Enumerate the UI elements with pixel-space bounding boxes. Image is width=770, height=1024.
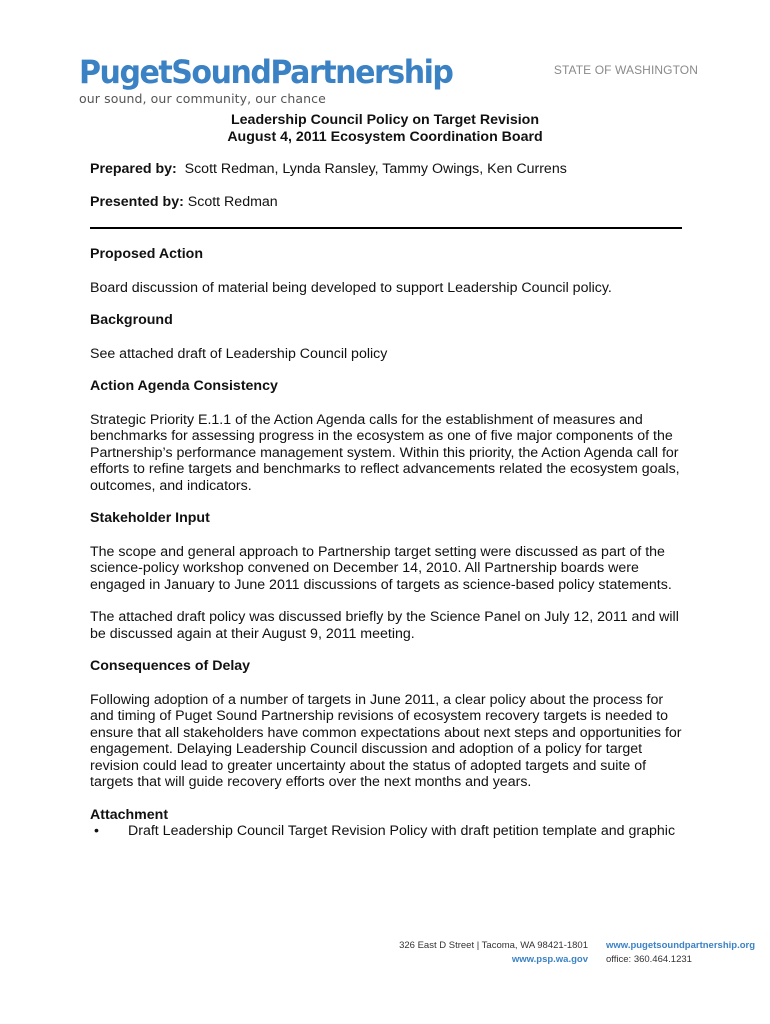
title-line-1: Leadership Council Policy on Target Revision bbox=[231, 112, 539, 128]
address-text: 326 East D Street | Tacoma, WA 98421-1801 bbox=[399, 940, 588, 951]
proposed-heading: Proposed Action bbox=[90, 246, 203, 262]
title-line-2: August 4, 2011 Ecosystem Coordination Board bbox=[227, 129, 543, 145]
proposed-text: Board discussion of material being developed to support Leadership Council policy. bbox=[90, 279, 612, 296]
background-heading: Background bbox=[90, 312, 173, 328]
consistency-heading: Action Agenda Consistency bbox=[90, 378, 278, 394]
logo bbox=[79, 54, 476, 106]
presented-by bbox=[90, 194, 278, 211]
site-long-link[interactable]: www.pugetsoundpartnership.org bbox=[606, 940, 756, 951]
background-text: See attached draft of Leadership Council policy bbox=[90, 345, 388, 362]
logo-tagline: our sound, our community, our chance bbox=[79, 91, 326, 106]
footer-contact bbox=[606, 939, 755, 967]
stakeholder-text-1: The scope and general approach to Partnership target setting were discussed as part of the science-policy workshop convened on December 14, 2010. All Partnership boards were engaged in January to June 2011 discussions of targets as science-based policy statements. bbox=[90, 543, 672, 593]
attachment-heading: Attachment bbox=[90, 806, 169, 823]
delay-text: Following adoption of a number of targets in June 2011, a clear policy about the process for and timing of Puget Sound Partnership revisions of ecosystem recovery targets is needed to ensure that all stakeholders have common expectations about next steps and opportunities for engagement. Delaying Leadership Council discussion and adoption of a policy for target revision could lead to greater uncertainty about the status of adopted targets and suite of targets that will guide recovery efforts over the next months and years. bbox=[90, 691, 682, 790]
presented-label: Presented by: bbox=[90, 194, 184, 210]
bullet-icon: • bbox=[94, 823, 99, 839]
stakeholder-heading: Stakeholder Input bbox=[90, 510, 210, 526]
attachment-list-item bbox=[90, 823, 690, 840]
attachment-item: Draft Leadership Council Target Revision Policy with draft petition template and graphic bbox=[128, 823, 676, 839]
document-body bbox=[90, 246, 690, 840]
prepared-value: Scott Redman, Lynda Ransley, Tammy Owings, Ken Currens bbox=[184, 161, 567, 177]
site-short-link[interactable]: www.psp.wa.gov bbox=[511, 954, 588, 965]
presented-value: Scott Redman bbox=[187, 194, 278, 210]
divider bbox=[90, 227, 682, 229]
office-phone: office: 360.464.1231 bbox=[606, 954, 692, 965]
footer-address bbox=[399, 939, 588, 967]
logo-title: PugetSoundPartnership bbox=[79, 53, 453, 91]
document-title bbox=[0, 112, 770, 146]
consistency-text: Strategic Priority E.1.1 of the Action Agenda calls for the establishment of measures and benchmarks for assessing progress in the ecosystem as one of five major components of the Partnership’s performance management system. Within this priority, the Action Agenda call for efforts to refine targets and benchmarks to reflect advancements related the ecosystem goals, outcomes, and indicators. bbox=[90, 411, 680, 494]
stakeholder-text-2: The attached draft policy was discussed briefly by the Science Panel on July 12, 2011 and will be discussed again at their August 9, 2011 meeting. bbox=[90, 609, 679, 642]
delay-heading: Consequences of Delay bbox=[90, 658, 251, 674]
state-label: STATE OF WASHINGTON bbox=[553, 63, 698, 77]
prepared-by bbox=[90, 161, 567, 178]
prepared-label: Prepared by: bbox=[90, 161, 177, 177]
